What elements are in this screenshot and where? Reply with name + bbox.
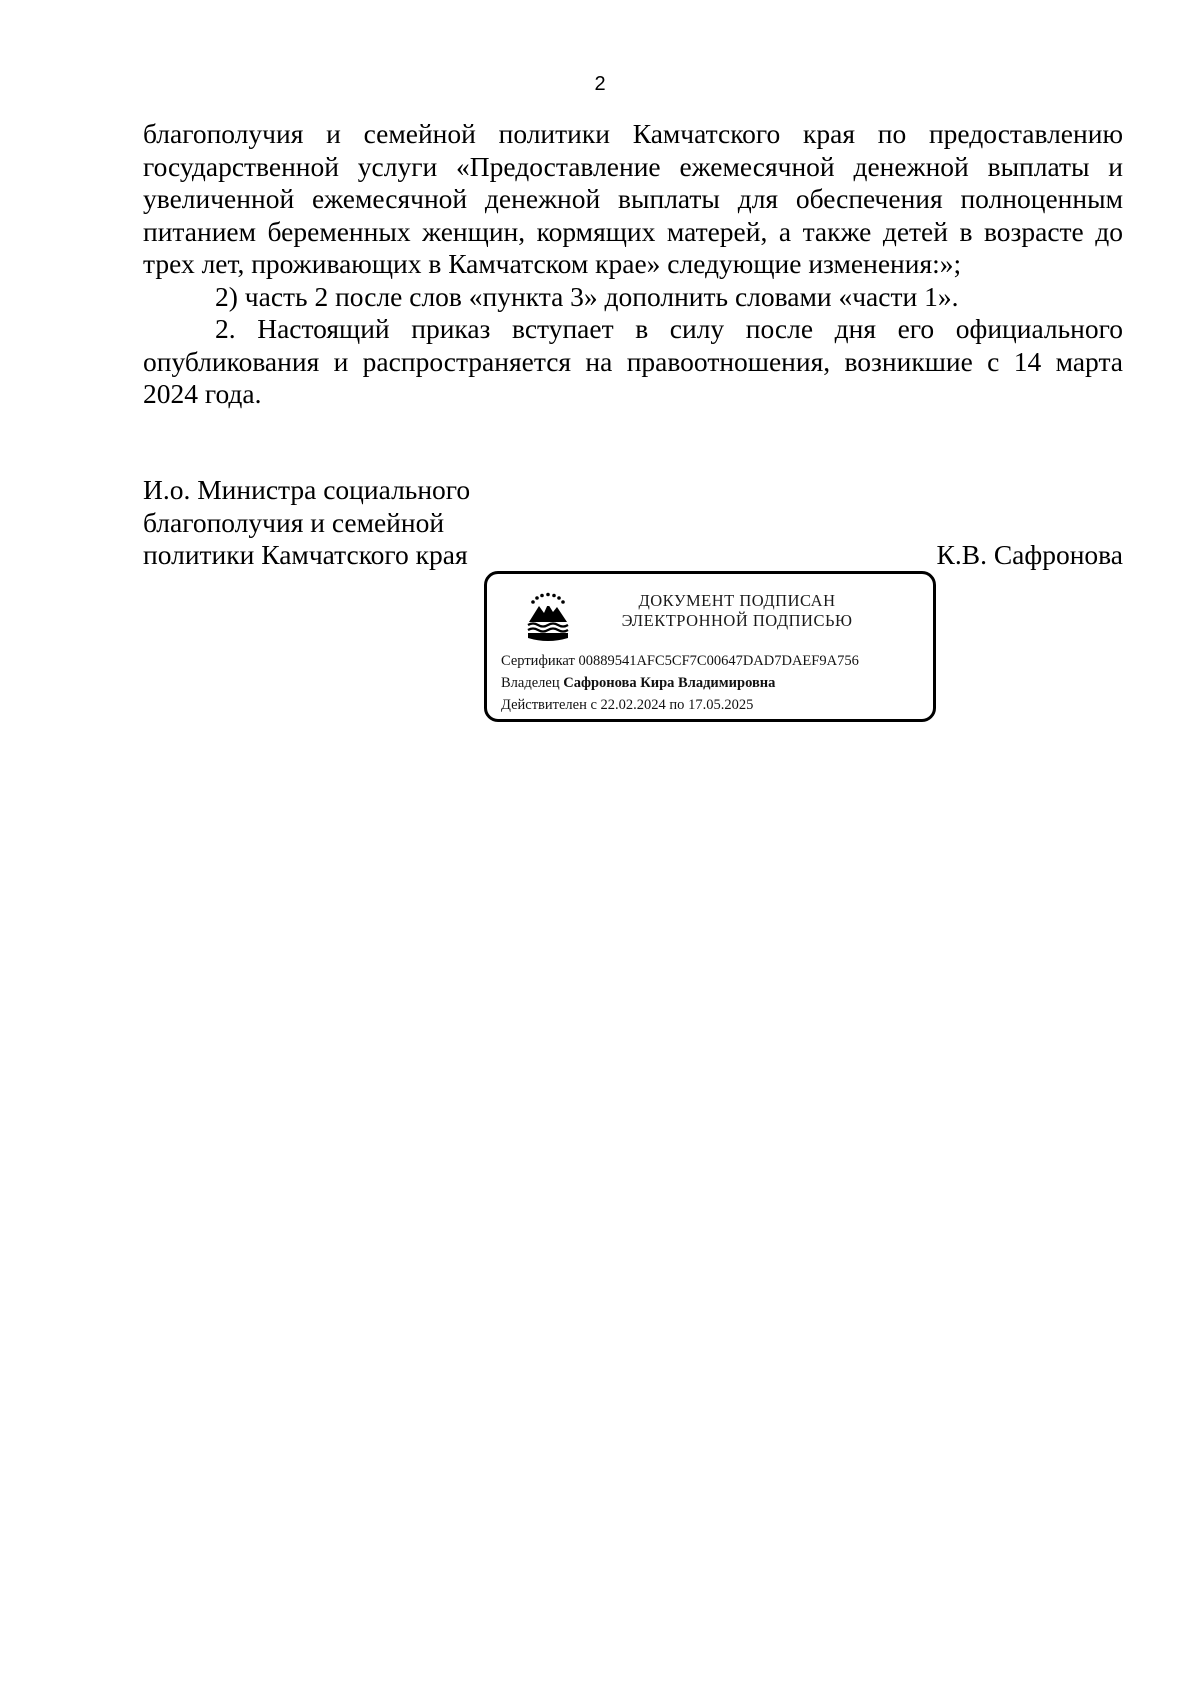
- signatory-position: [143, 474, 563, 572]
- stamp-certificate-row: [501, 650, 859, 672]
- body-paragraph-2: 2) часть 2 после слов «пункта 3» дополнить словами «части 1».: [215, 280, 959, 312]
- body-paragraph-3: 2. Настоящий приказ вступает в силу после дня его официального опубликования и распространяется на правоотношения, возникшие с 14 марта 2024 года.: [143, 313, 1123, 409]
- stamp-details: [501, 650, 859, 716]
- signatory-position-line-2: благополучия и семейной: [143, 506, 445, 538]
- stamp-title-line-1: ДОКУМЕНТ ПОДПИСАН: [638, 591, 836, 610]
- stamp-valid-from: 22.02.2024: [600, 697, 666, 713]
- kamchatka-emblem-icon: [525, 592, 571, 644]
- signatory-position-line-1: И.о. Министра социального: [143, 474, 471, 505]
- stamp-owner-label: Владелец: [501, 675, 560, 691]
- stamp-title-line-2: ЭЛЕКТРОННОЙ ПОДПИСЬЮ: [621, 611, 853, 630]
- signatory-position-line-3: политики Камчатского края: [143, 539, 468, 570]
- stamp-title: [587, 591, 887, 631]
- document-body: [143, 118, 1123, 411]
- stamp-valid-label: Действителен с: [501, 697, 597, 713]
- electronic-signature-stamp: [484, 571, 936, 722]
- stamp-owner-value: Сафронова Кира Владимировна: [563, 675, 776, 691]
- signatory-name: К.В. Сафронова: [936, 539, 1123, 570]
- stamp-certificate-label: Сертификат: [501, 653, 575, 669]
- page-number: 2: [594, 73, 606, 95]
- stamp-certificate-value: 00889541AFC5CF7C00647DAD7DAEF9A756: [578, 653, 859, 669]
- stamp-owner-row: [501, 672, 859, 694]
- body-paragraph-1: благополучия и семейной политики Камчатского края по предоставлению государственной услуги «Предоставление ежемесячной денежной выплаты и увеличенной ежемесячной денежной выплаты для обеспечения полноценным питанием беременных женщин, кормящих матерей, а также детей в возрасте до трех лет, проживающих в Камчатском крае» следующие изменения:»;: [143, 118, 1123, 279]
- stamp-valid-to-label: по: [669, 697, 685, 713]
- stamp-validity-row: [501, 694, 859, 716]
- stamp-valid-to: 17.05.2025: [688, 697, 754, 713]
